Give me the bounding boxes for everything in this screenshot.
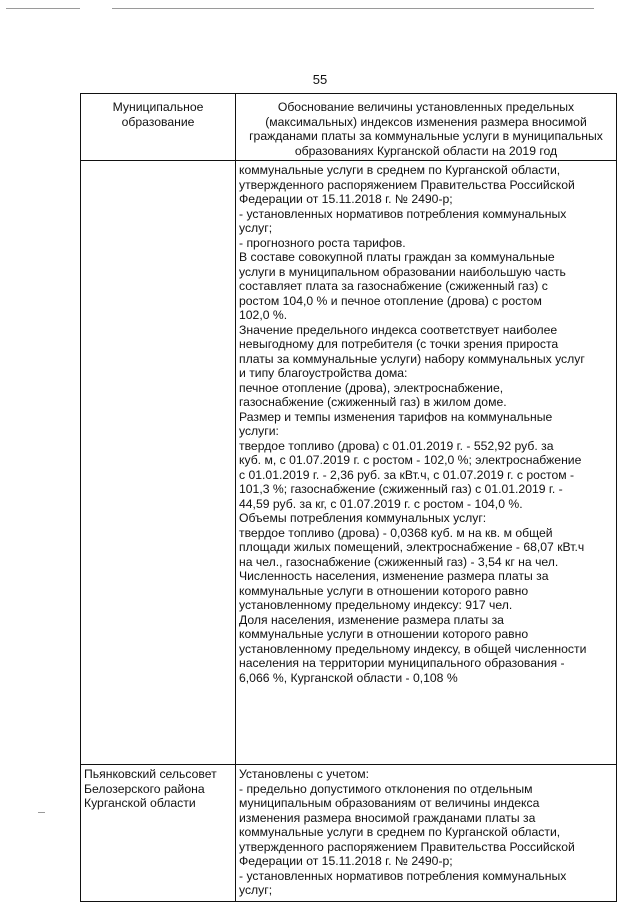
text-line: гражданами платы за коммунальные услуги в муниципальных [249, 129, 603, 143]
text-line: с 01.01.2019 г. - 2,36 руб. за кВт.ч, с 01.07.2019 г. с ростом - [239, 467, 575, 482]
table-row [81, 765, 617, 902]
text-line: Значение предельного индекса соответствует наиболее [239, 322, 558, 337]
text-line: твердое топливо (дрова) - 0,0368 куб. м на кв. м общей [239, 525, 553, 540]
text-line: услуги в муниципальном образовании наибольшую часть [239, 264, 566, 279]
text-line: 44,59 руб. за кг, с 01.07.2019 г. с ростом - 104,0 %. [239, 496, 523, 511]
text-line: изменения размера вносимой гражданами платы за [239, 810, 536, 825]
scan-top-rule-right [112, 8, 594, 9]
text-line: куб. м, с 01.07.2019 г. с ростом - 102,0 %; электроснабжение [239, 453, 582, 467]
text-line: - установленных нормативов потребления коммунальных [239, 868, 567, 883]
text-line: услуг; [239, 883, 273, 897]
text-line: Обоснование величины установленных предельных [277, 100, 575, 114]
text-line: - установленных нормативов потребления коммунальных [239, 206, 567, 221]
text-line: В составе совокупной платы граждан за коммунальные [239, 250, 555, 264]
text-line: коммунальные услуги в отношении которого равно [239, 583, 529, 598]
table-header-row [81, 94, 617, 161]
text-line: утвержденного распоряжением Правительства Российской [239, 177, 575, 192]
text-line: площади жилых помещений, электроснабжение - 68,07 кВт.ч [239, 540, 585, 554]
text-line: Установлены с учетом: [239, 767, 369, 781]
text-line: Объемы потребления коммунальных услуг: [239, 511, 487, 525]
text-line: и типу благоустройства дома: [239, 366, 408, 380]
text-line: установленному предельному индексу, в общей численности [239, 641, 587, 656]
text-line: услуги: [239, 424, 279, 438]
text-line: коммунальные услуги в среднем по Курганской области, [239, 163, 561, 177]
text-line: Белозерского района [84, 781, 205, 796]
text-line: печное отопление (дрова), электроснабжение, [239, 380, 504, 395]
header-justification-cell [236, 94, 617, 161]
text-line: Численность населения, изменение размера платы за [239, 569, 549, 583]
table-row [81, 161, 617, 765]
text-line: 102,0 %. [239, 308, 288, 322]
text-line: 6,066 %, Курганской области - 0,108 % [239, 670, 458, 685]
scan-margin-mark [38, 812, 45, 813]
municipality-cell [81, 765, 236, 902]
text-line: Федерации от 15.11.2018 г. № 2490-р; [239, 192, 453, 206]
justification-cell [236, 765, 617, 902]
text-line: муниципальным образованиям от величины индекса [239, 796, 540, 810]
justification-table [80, 93, 617, 902]
scan-top-rule-left [6, 8, 80, 9]
text-line: газоснабжение (сжиженный газ) в жилом доме. [239, 395, 507, 409]
text-line: Курганской области [84, 796, 196, 810]
text-line: Муниципальное [112, 100, 204, 114]
text-line: 101,3 %; газоснабжение (сжиженный газ) с 01.01.2019 г. - [239, 482, 563, 496]
text-line: ростом 104,0 % и печное отопление (дрова) с ростом [239, 293, 542, 308]
page-number: 55 [312, 72, 328, 87]
text-line: составляет плата за газоснабжение (сжиженный газ) с [239, 279, 548, 293]
text-line: образование [121, 114, 195, 129]
text-line: услуг; [239, 221, 273, 235]
text-line: Доля населения, изменение размера платы за [239, 612, 504, 627]
header-municipality-cell [81, 94, 236, 161]
text-line: невыгодному для потребителя (с точки зрения прироста [239, 337, 559, 351]
text-line: Размер и темпы изменения тарифов на коммунальные [239, 409, 553, 424]
text-line: утвержденного распоряжением Правительства Российской [239, 839, 575, 854]
text-line: коммунальные услуги в отношении которого равно [239, 627, 529, 641]
text-line: Пьянковский сельсовет [84, 767, 217, 781]
text-line: коммунальные услуги в среднем по Курганской области, [239, 825, 561, 839]
text-line: установленному предельному индексу: 917 чел. [239, 598, 513, 612]
text-line: (максимальных) индексов изменения размера вносимой [265, 114, 587, 129]
text-line: Федерации от 15.11.2018 г. № 2490-р; [239, 854, 453, 868]
text-line: населения на территории муниципального образования - [239, 656, 565, 670]
text-line: твердое топливо (дрова) с 01.01.2019 г. - 552,92 руб. за [239, 438, 554, 453]
municipality-cell [81, 161, 236, 765]
text-line: образованиях Курганской области на 2019 год [294, 143, 558, 158]
text-line: платы за коммунальные услуги) набору коммунальных услуг [239, 351, 585, 366]
text-line: - предельно допустимого отклонения по отдельным [239, 781, 533, 796]
text-line: - прогнозного роста тарифов. [239, 235, 406, 250]
text-line: на чел., газоснабжение (сжиженный газ) - 3,54 кг на чел. [239, 554, 559, 569]
justification-cell [236, 161, 617, 765]
